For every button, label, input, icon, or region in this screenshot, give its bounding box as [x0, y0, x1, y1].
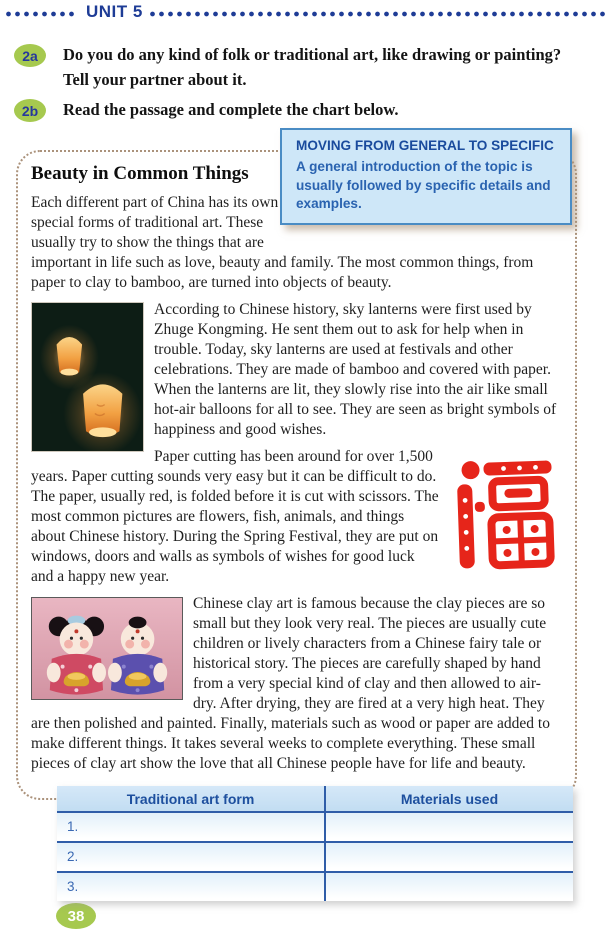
unit-label: UNIT 5	[86, 2, 143, 21]
sky-lanterns-photo	[31, 302, 144, 452]
row-3-art-form-cell[interactable]: 3.	[67, 879, 79, 894]
completion-chart	[57, 786, 573, 901]
task-2a	[14, 42, 594, 92]
tip-box-title: MOVING FROM GENERAL TO SPECIFIC	[296, 138, 554, 153]
paragraph-3-text: Paper cutting has been around for over 1,500 years. Paper cutting sounds very easy but it can be difficult to do. The paper, usually red, is folded before it is cut with scissors. The most common pictures are flowers, fish, animals, and things about Chinese history. During the Spring Festival, they are put on windows, doors and walls as symbols of wishes for good luck and a happy new year.	[31, 448, 439, 585]
tip-box-body: A general introduction of the topic is usually followed by specific details and examples.	[296, 159, 551, 211]
task-2a-badge: 2a	[14, 44, 46, 67]
paragraph-4-text: Chinese clay art is famous because the clay pieces are so small but they look very real. The pieces are usually cute children or lively characters from a Chinese fairy tale or historical story. The pieces are carefully shaped by hand from a very special kind of clay and then allowed to air-dry. After drying, they are fired at a very high heat. They are then polished and painted. Finally, materials such as wood or paper are added to make different things. It takes several weeks to complete everything. These small pieces of clay art show the love that all Chinese people have for life and beauty.	[31, 595, 550, 772]
paragraph-1-text: Each different part of China has its own special forms of traditional art. These usually try to show the things that are important in life such as love, beauty and family. The most common things, from paper to clay to bamboo, are turned into objects of beauty.	[31, 194, 534, 291]
row-2-art-form-cell[interactable]: 2.	[67, 849, 79, 864]
header-dots-right	[148, 9, 606, 19]
page-number-badge: 38	[56, 903, 96, 929]
passage-title: Beauty in Common Things	[31, 163, 249, 184]
strategy-tip-box	[280, 128, 572, 225]
row-1-art-form-cell[interactable]: 1.	[67, 819, 79, 834]
table-row-3	[57, 873, 573, 901]
header-materials-used: Materials used	[324, 786, 573, 811]
table-header-row	[57, 786, 573, 813]
paragraph-2-text: According to Chinese history, sky lanterns were first used by Zhuge Kongming. He sent them out to ask for help when in trouble. Today, sky lanterns are used at festivals and other celebrations. They are made of bamboo and covered with paper. When the lanterns are lit, they slowly rise into the air like small hot-air balloons for all to see. They are seen as bright symbols of happiness and good wishes.	[154, 301, 557, 438]
header-dots-left	[4, 9, 78, 19]
row-3-materials-cell[interactable]	[324, 873, 573, 901]
task-2a-line2: Tell your partner about it.	[63, 70, 247, 89]
passage-paragraph-2	[31, 300, 561, 440]
task-2b-line1: Read the passage and complete the chart below.	[63, 100, 399, 119]
reading-passage-box	[16, 150, 577, 800]
task-2a-text	[63, 42, 561, 92]
clay-figurines-photo	[31, 597, 183, 700]
header-traditional-art-form: Traditional art form	[126, 790, 255, 807]
row-2-materials-cell[interactable]	[324, 843, 573, 871]
papercut-fu-image	[449, 449, 561, 573]
row-1-materials-cell[interactable]	[324, 813, 573, 841]
passage-paragraph-4	[31, 594, 561, 774]
table-row-1	[57, 813, 573, 843]
table-row-2	[57, 843, 573, 873]
task-2a-line1: Do you do any kind of folk or traditional art, like drawing or painting?	[63, 45, 562, 64]
task-2b	[14, 97, 594, 122]
passage-paragraph-3	[31, 447, 561, 587]
task-2b-text	[63, 97, 398, 122]
task-2b-badge: 2b	[14, 99, 46, 122]
